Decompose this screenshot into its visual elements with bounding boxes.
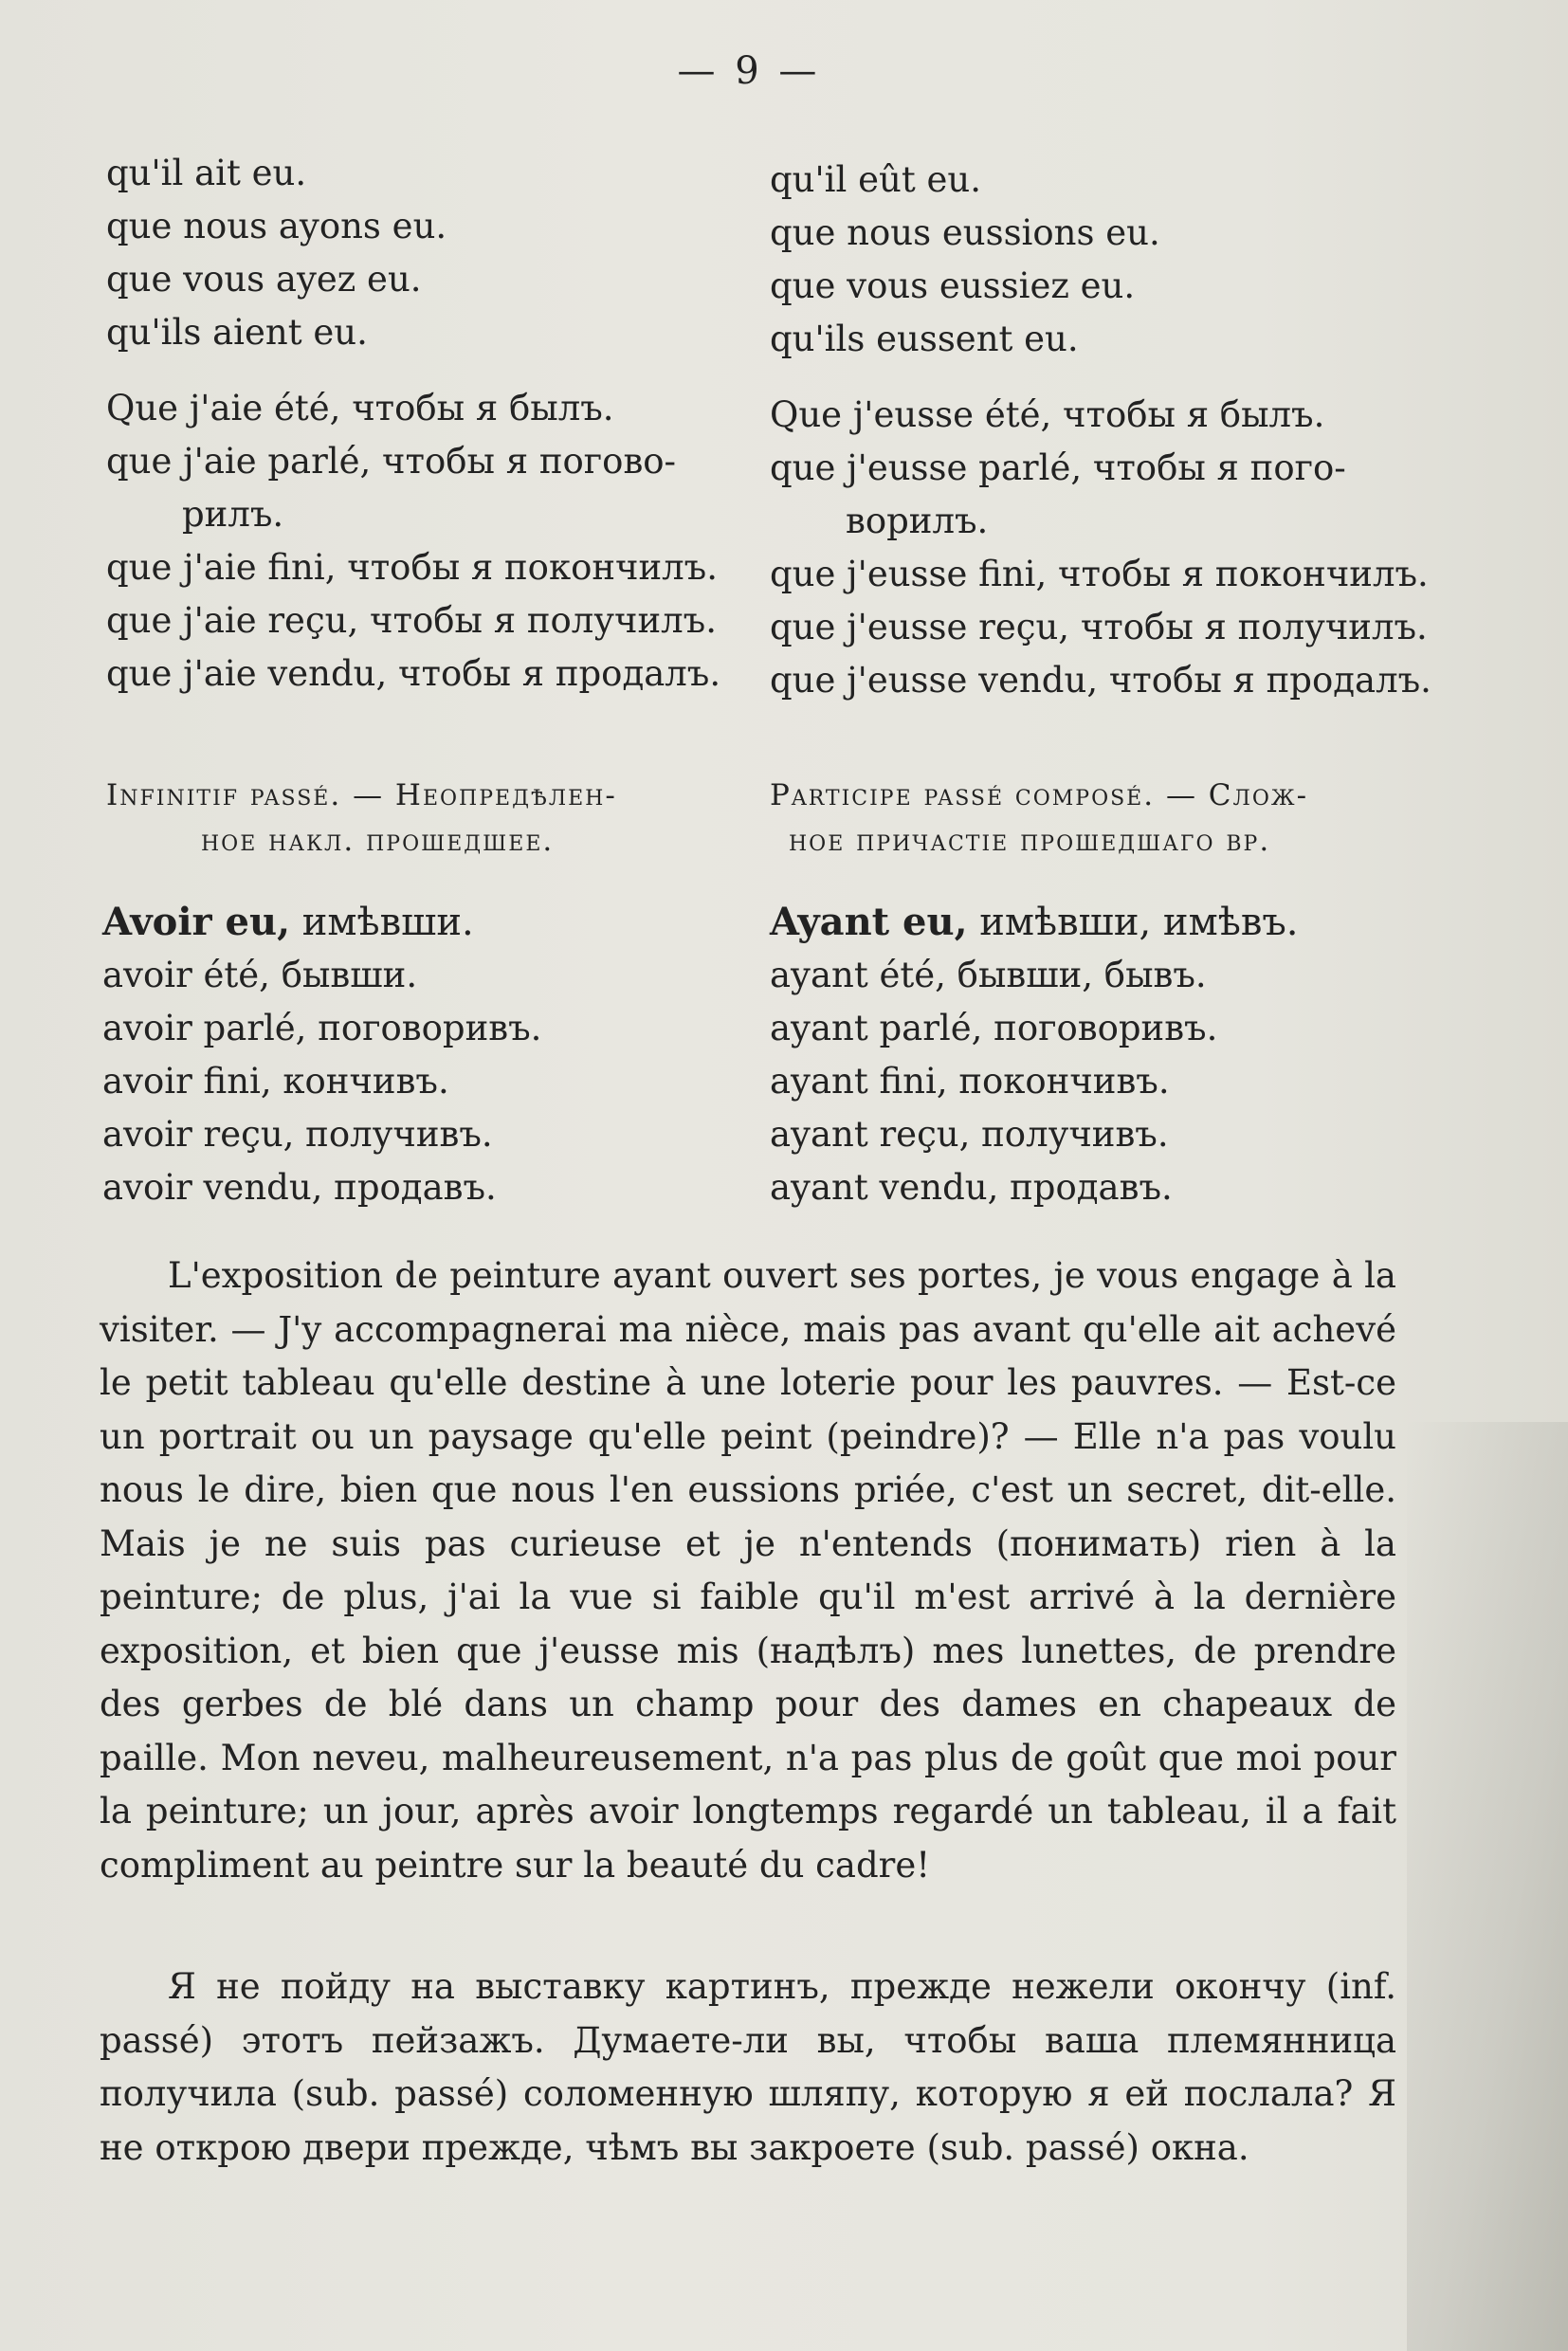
participe-passe-title [770, 896, 1424, 949]
heading-line: ное причастіе прошедшаго вр. [789, 824, 1271, 858]
conjugation-line: que nous ayons eu. [106, 206, 447, 246]
conjugation-line: qu'il ait eu. [106, 153, 307, 193]
infinitif-passe-heading [106, 773, 732, 864]
list-item: ayant parlé, поговоривъ. [770, 1008, 1218, 1048]
list-item: avoir parlé, поговоривъ. [102, 1008, 542, 1048]
list-item: avoir vendu, продавъ. [102, 1167, 497, 1208]
list-item: ayant fini, покончивъ. [770, 1061, 1170, 1102]
participe-passe-heading [770, 773, 1424, 864]
example-line: que j'eusse parlé, чтобы я пого- [770, 447, 1346, 488]
conjugation-line: qu'ils eussent eu. [770, 319, 1079, 359]
example-line-continuation: рилъ. [182, 494, 284, 535]
conjugation-line: que vous eussiez eu. [770, 265, 1136, 306]
example-line: que j'aie fini, чтобы я покончилъ. [106, 547, 718, 588]
page-edge-shadow [1407, 1422, 1568, 2351]
russian-exercise-paragraph: Я не пойду на выставку картинъ, прежде нежели окончу (inf. passé) этотъ пейзажъ. Думаете-ли вы, чтобы ваша племянница получила (sub. passé) соломенную шляпу, которую я ей послала? Я не открою двери прежде, чѣмъ вы закроете (sub. passé) окна. [100, 1966, 1396, 2168]
infinitif-passe-list [102, 896, 728, 1214]
participe-passe-list [770, 896, 1424, 1214]
list-item: ayant vendu, продавъ. [770, 1167, 1173, 1208]
list-item: ayant été, бывши, бывъ. [770, 955, 1207, 995]
heading-line: Infinitif passé. — Неопредѣлен- [106, 778, 617, 812]
example-line: Que j'aie été, чтобы я былъ. [106, 388, 614, 428]
heading-line: Participe passé composé. — Слож- [770, 778, 1309, 812]
conjugation-line: qu'ils aient eu. [106, 312, 368, 353]
title-bold: Ayant eu, [770, 900, 968, 944]
title-rest: имѣвши. [290, 901, 474, 944]
conjugation-line: que nous eussions eu. [770, 212, 1160, 253]
example-line: que j'eusse fini, чтобы я покончилъ. [770, 554, 1429, 594]
example-line: que j'eusse reçu, чтобы я получилъ. [770, 607, 1428, 647]
infinitif-passe-title [102, 896, 728, 949]
list-item: avoir été, бывши. [102, 955, 418, 995]
page-number: — 9 — [677, 49, 821, 93]
example-line: que j'eusse vendu, чтобы я продалъ. [770, 660, 1431, 701]
heading-line: ное накл. прошедшее. [201, 824, 555, 858]
subjunctive-past-column [770, 154, 1431, 707]
conjugation-line: que vous ayez eu. [106, 259, 422, 300]
list-item: avoir fini, кончивъ. [102, 1061, 449, 1102]
subjunctive-present-column [106, 147, 732, 701]
example-line: Que j'eusse été, чтобы я былъ. [770, 394, 1325, 435]
example-line: que j'aie vendu, чтобы я продалъ. [106, 653, 721, 694]
list-item: avoir reçu, получивъ. [102, 1114, 493, 1155]
example-line: que j'aie parlé, чтобы я погово- [106, 441, 677, 482]
french-exercise-paragraph: L'exposition de peinture ayant ouvert ses portes, je vous engage à la visiter. — J'y accompagnerai ma nièce, mais pas avant qu'elle ait achevé le petit tableau qu'elle destine à une loterie pour les pauvres. — Est-ce un portrait ou un paysage qu'elle peint (peindre)? — Elle n'a pas voulu nous le dire, bien que nous l'en eussions priée, c'est un secret, dit-elle. Mais je ne suis pas curieuse et je n'entends (понимать) rien à la peinture; de plus, j'ai la vue si faible qu'il m'est arrivé à la dernière exposition, et bien que j'eusse mis (надѣлъ) mes lunettes, de prendre des gerbes de blé dans un champ pour des dames en chapeaux de paille. Mon neveu, malheureusement, n'a pas plus de goût que moi pour la peinture; un jour, après avoir longtemps regardé un tableau, il a fait compliment au peintre sur la beauté du cadre! [100, 1255, 1396, 1886]
list-item: ayant reçu, получивъ. [770, 1114, 1169, 1155]
title-bold: Avoir eu, [102, 900, 290, 944]
example-line: que j'aie reçu, чтобы я получилъ. [106, 600, 717, 641]
example-line-continuation: ворилъ. [846, 501, 989, 541]
conjugation-line: qu'il eût eu. [770, 159, 981, 200]
title-rest: имѣвши, имѣвъ. [967, 901, 1299, 944]
